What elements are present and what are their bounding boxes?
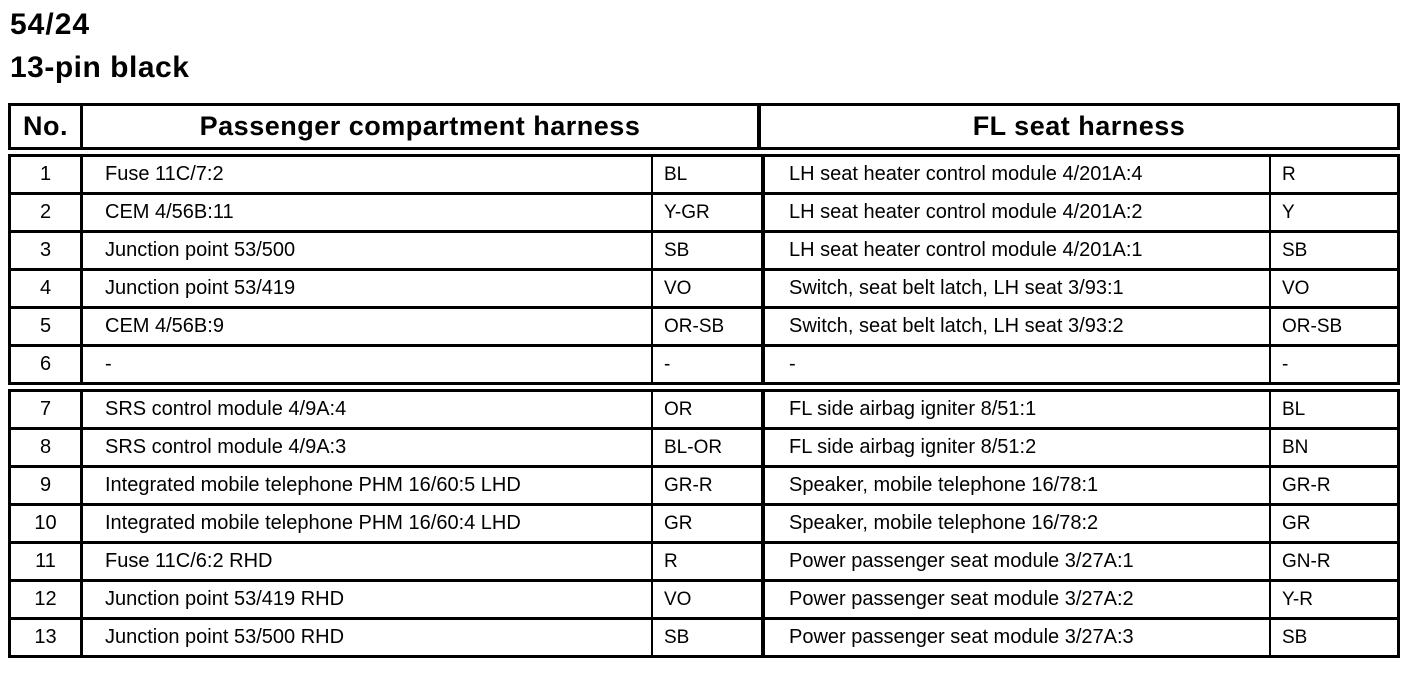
right-wire-color-code: OR-SB bbox=[1269, 309, 1397, 344]
right-wire-color-code: GR-R bbox=[1269, 468, 1397, 503]
right-wire-color-code: Y bbox=[1269, 195, 1397, 230]
left-wire-color-code: BL bbox=[664, 163, 688, 185]
table-header-row bbox=[8, 103, 1400, 150]
right-harness-component: LH seat heater control module 4/201A:2 bbox=[761, 195, 1269, 230]
left-harness-component: Junction point 53/500 bbox=[83, 233, 653, 268]
left-wire-color-code: VO bbox=[664, 277, 692, 299]
left-harness-component: Junction point 53/500 RHD bbox=[83, 620, 653, 655]
pin-number: 4 bbox=[11, 271, 83, 306]
table-row bbox=[8, 541, 1400, 582]
left-harness-component: CEM 4/56B:11 bbox=[83, 195, 653, 230]
right-harness-component: FL side airbag igniter 8/51:1 bbox=[761, 392, 1269, 427]
pin-number: 2 bbox=[11, 195, 83, 230]
right-harness-component: Speaker, mobile telephone 16/78:1 bbox=[761, 468, 1269, 503]
wiring-pin-table bbox=[8, 103, 1400, 658]
pin-number: 5 bbox=[11, 309, 83, 344]
left-wire-color-code: VO bbox=[664, 588, 692, 610]
left-wire-color-code: GR bbox=[664, 512, 693, 534]
right-wire-color-code: GR bbox=[1269, 506, 1397, 541]
right-harness-component: Speaker, mobile telephone 16/78:2 bbox=[761, 506, 1269, 541]
right-harness-component: Power passenger seat module 3/27A:1 bbox=[761, 544, 1269, 579]
right-harness-component: Switch, seat belt latch, LH seat 3/93:2 bbox=[761, 309, 1269, 344]
left-harness-component: Fuse 11C/7:2 bbox=[83, 157, 653, 192]
right-wire-color-code: SB bbox=[1269, 620, 1397, 655]
right-harness-component: - bbox=[761, 347, 1269, 382]
left-harness-component: Integrated mobile telephone PHM 16/60:4 LHD bbox=[83, 506, 653, 541]
left-wire-color-code: OR bbox=[664, 398, 693, 420]
page-titles bbox=[10, 10, 189, 83]
pin-number: 1 bbox=[11, 157, 83, 192]
table-row bbox=[8, 344, 1400, 385]
left-wire-color-code: GR-R bbox=[664, 474, 713, 496]
pin-number: 7 bbox=[11, 392, 83, 427]
header-passenger-compartment-harness: Passenger compartment harness bbox=[83, 106, 761, 147]
table-row bbox=[8, 427, 1400, 468]
right-wire-color-code: BL bbox=[1269, 392, 1397, 427]
table-row bbox=[8, 389, 1400, 430]
table-row bbox=[8, 230, 1400, 271]
left-harness-component: SRS control module 4/9A:3 bbox=[83, 430, 653, 465]
pin-number: 10 bbox=[11, 506, 83, 541]
header-fl-seat-harness: FL seat harness bbox=[972, 111, 1186, 141]
left-harness-component: Fuse 11C/6:2 RHD bbox=[83, 544, 653, 579]
table-row bbox=[8, 154, 1400, 195]
right-wire-color-code: GN-R bbox=[1269, 544, 1397, 579]
right-harness-component: Power passenger seat module 3/27A:3 bbox=[761, 620, 1269, 655]
right-wire-color-code: VO bbox=[1269, 271, 1397, 306]
left-wire-color-code: - bbox=[664, 353, 671, 375]
pin-number: 8 bbox=[11, 430, 83, 465]
pin-number: 3 bbox=[11, 233, 83, 268]
pin-number: 13 bbox=[11, 620, 83, 655]
right-harness-component: LH seat heater control module 4/201A:4 bbox=[761, 157, 1269, 192]
right-wire-color-code: SB bbox=[1269, 233, 1397, 268]
right-harness-component: LH seat heater control module 4/201A:1 bbox=[761, 233, 1269, 268]
right-wire-color-code: - bbox=[1269, 347, 1397, 382]
left-wire-color-code: SB bbox=[664, 239, 690, 261]
pin-number: 12 bbox=[11, 582, 83, 617]
right-wire-color-code: R bbox=[1269, 157, 1397, 192]
left-wire-color-code: OR-SB bbox=[664, 315, 725, 337]
right-harness-component: Power passenger seat module 3/27A:2 bbox=[761, 582, 1269, 617]
left-wire-color-code: Y-GR bbox=[664, 201, 710, 223]
table-row bbox=[8, 465, 1400, 506]
left-harness-component: SRS control module 4/9A:4 bbox=[83, 392, 653, 427]
table-row bbox=[8, 192, 1400, 233]
right-wire-color-code: Y-R bbox=[1269, 582, 1397, 617]
left-harness-component: Junction point 53/419 bbox=[83, 271, 653, 306]
pin-number: 9 bbox=[11, 468, 83, 503]
left-wire-color-code: SB bbox=[664, 626, 690, 648]
table-body bbox=[8, 154, 1400, 658]
left-wire-color-code: BL-OR bbox=[664, 436, 723, 458]
pin-number: 6 bbox=[11, 347, 83, 382]
left-harness-component: Integrated mobile telephone PHM 16/60:5 LHD bbox=[83, 468, 653, 503]
table-row bbox=[8, 579, 1400, 620]
connector-id-title: 54/24 bbox=[10, 8, 91, 41]
table-row bbox=[8, 268, 1400, 309]
left-wire-color-code: R bbox=[664, 550, 678, 572]
table-row bbox=[8, 617, 1400, 658]
right-harness-component: Switch, seat belt latch, LH seat 3/93:1 bbox=[761, 271, 1269, 306]
connector-type-subtitle: 13-pin black bbox=[10, 51, 190, 84]
left-harness-component: CEM 4/56B:9 bbox=[83, 309, 653, 344]
right-harness-component: FL side airbag igniter 8/51:2 bbox=[761, 430, 1269, 465]
left-harness-component: - bbox=[83, 347, 653, 382]
right-wire-color-code: BN bbox=[1269, 430, 1397, 465]
table-row bbox=[8, 503, 1400, 544]
pin-number: 11 bbox=[11, 544, 83, 579]
left-harness-component: Junction point 53/419 RHD bbox=[83, 582, 653, 617]
table-row bbox=[8, 306, 1400, 347]
header-no: No. bbox=[11, 106, 83, 147]
